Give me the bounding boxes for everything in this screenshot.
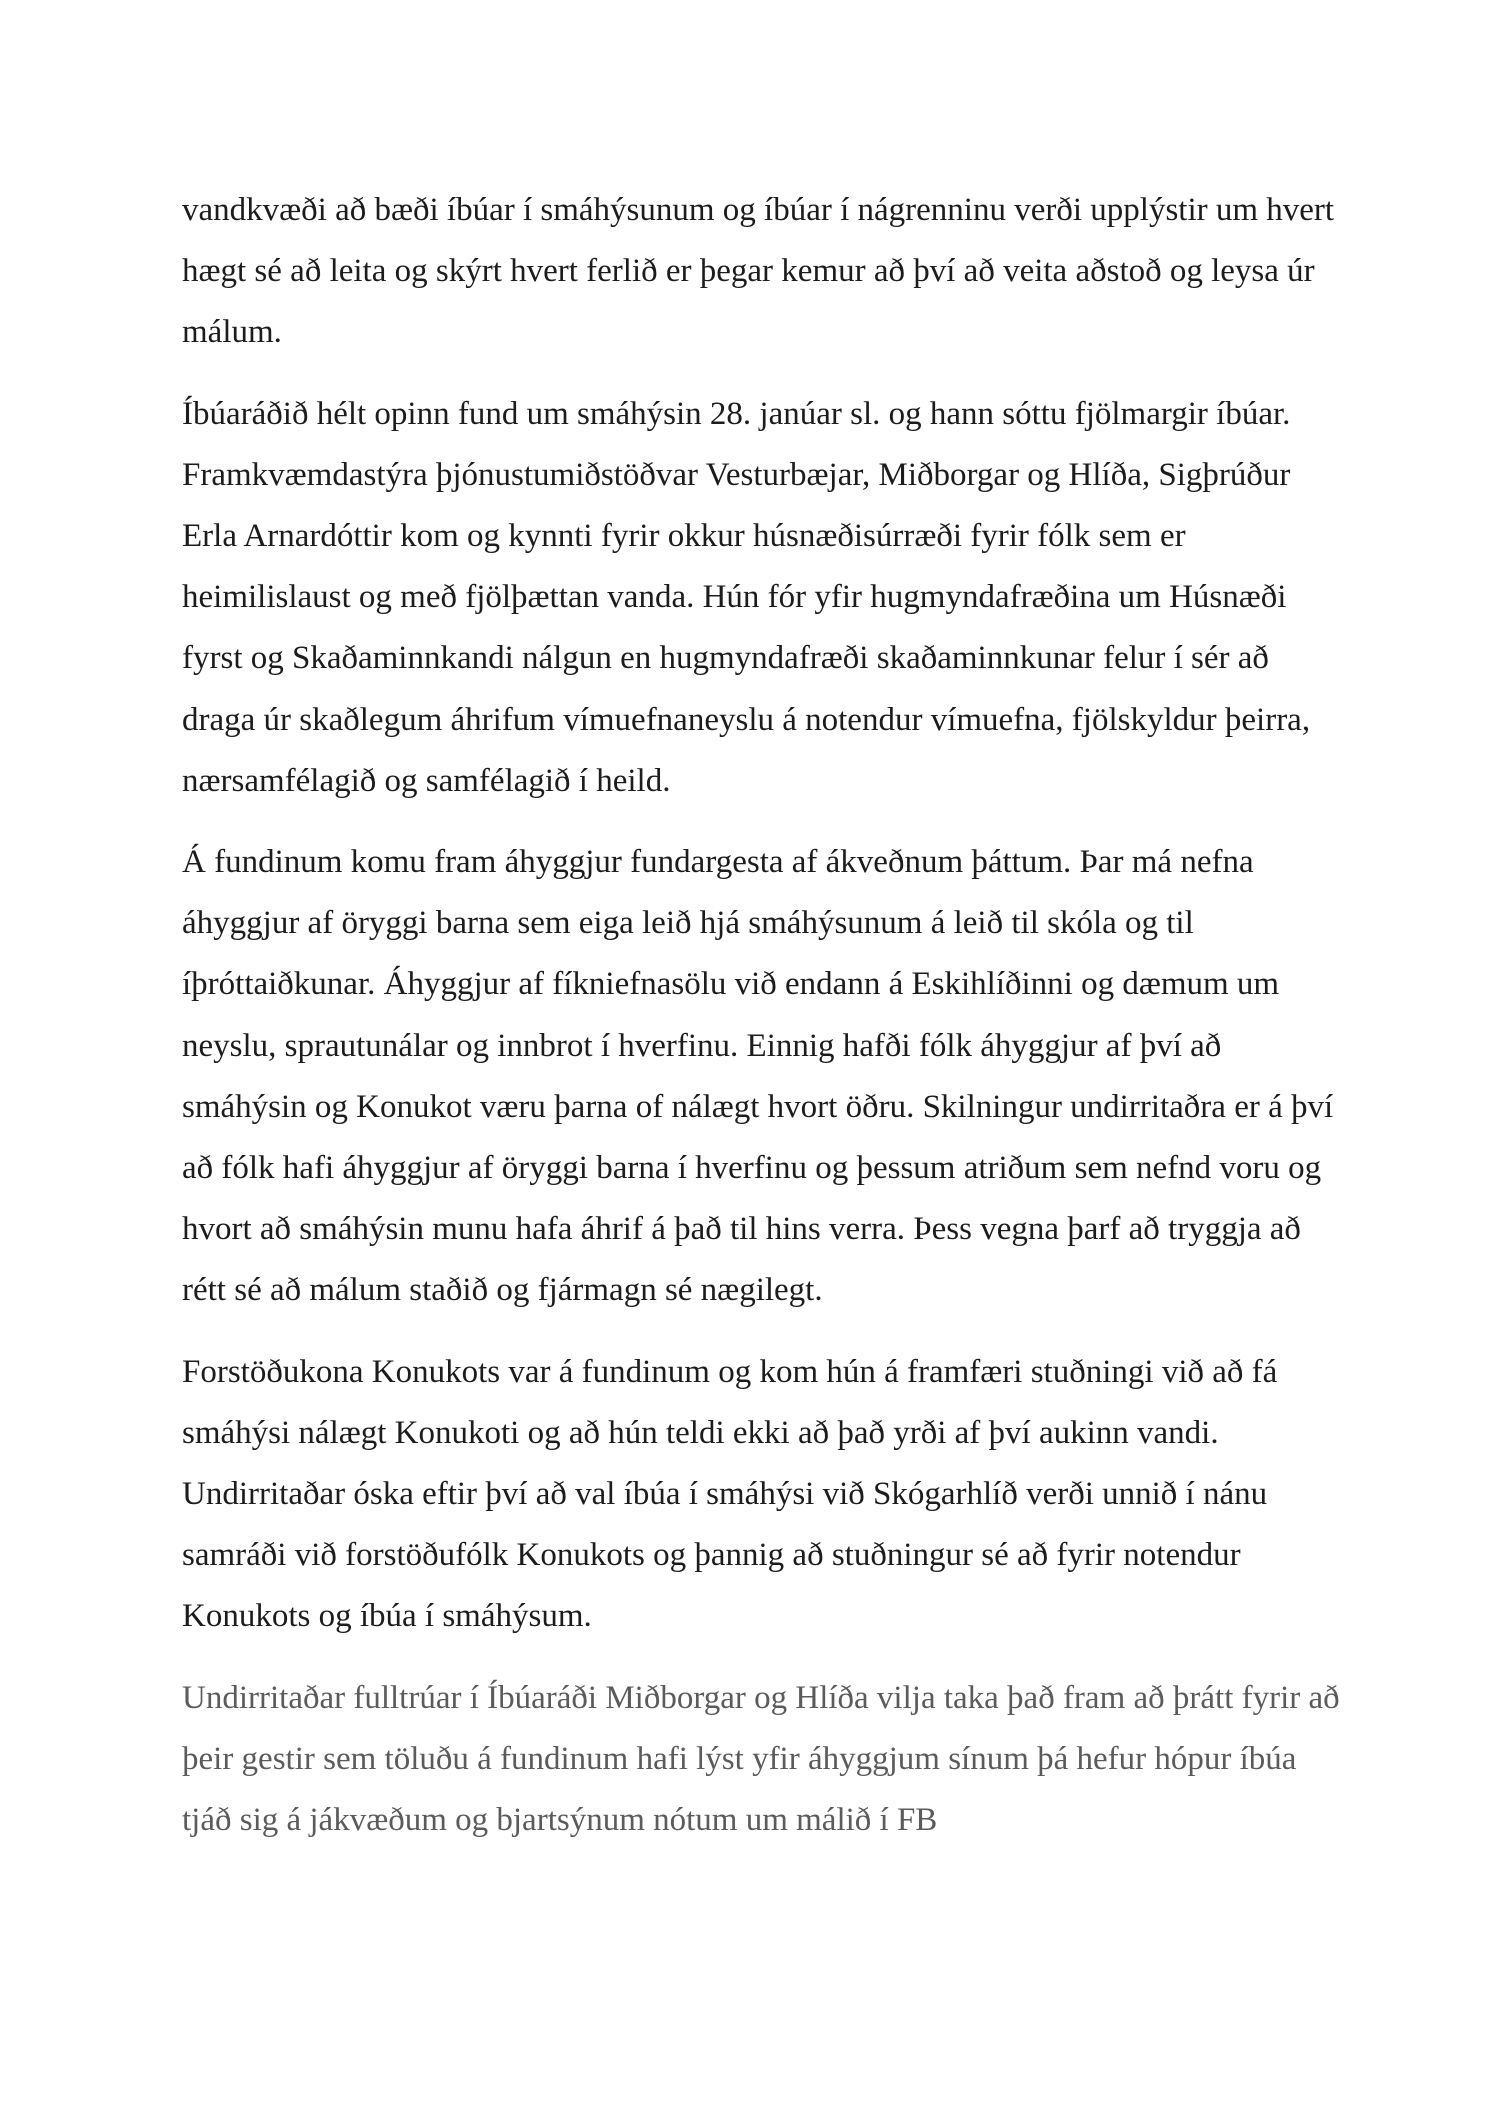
paragraph-representatives: Undirritaðar fulltrúar í Íbúaráði Miðborgar og Hlíða vilja taka það fram að þrátt fyrir að þeir gestir sem töluðu á fundinum hafi lýst yfir áhyggjum sínum þá hefur hópur íbúa tjáð sig á jákvæðum og bjartsýnum nótum um málið í FB	[182, 1679, 1340, 1839]
paragraph-open-meeting: Íbúaráðið hélt opinn fund um smáhýsin 28. janúar sl. og hann sóttu fjölmargir íbúar. Framkvæmdastýra þjónustumiðstöðvar Vesturbæjar, Miðborgar og Hlíða, Sigþrúður Erla Arnardóttir kom og kynnti fyrir okkur húsnæðisúrræði fyrir fólk sem er heimilislaust og með fjölþættan vanda. Hún fór yfir hugmyndafræðina um Húsnæði fyrst og Skaðaminnkandi nálgun en hugmyndafræði skaðaminnkunar felur í sér að draga úr skaðlegum áhrifum vímuefnaneyslu á notendur vímuefna, fjölskyldur þeirra, nærsamfélagið og samfélagið í heild.	[182, 395, 1311, 799]
document-body	[182, 180, 1342, 1871]
paragraph-intro-continuation: vandkvæði að bæði íbúar í smáhýsunum og íbúar í nágrenninu verði upplýstir um hvert hægt sé að leita og skýrt hvert ferlið er þegar kemur að því að veita aðstoð og leysa úr málum.	[182, 192, 1335, 351]
paragraph-konukot-director: Forstöðukona Konukots var á fundinum og kom hún á framfæri stuðningi við að fá smáhýsi nálægt Konukoti og að hún teldi ekki að það yrði af því aukinn vandi. Undirritaðar óska eftir því að val íbúa í smáhýsi við Skógarhlíð verði unnið í nánu samráði við forstöðufólk Konukots og þannig að stuðningur sé að fyrir notendur Konukots og íbúa í smáhýsum.	[182, 1353, 1278, 1635]
paragraph-concerns: Á fundinum komu fram áhyggjur fundargesta af ákveðnum þáttum. Þar má nefna áhyggjur af öryggi barna sem eiga leið hjá smáhýsunum á leið til skóla og til íþróttaiðkunar. Áhyggjur af fíkniefnasölu við endann á Eskihlíðinni og dæmum um neyslu, sprautunálar og innbrot í hverfinu. Einnig hafði fólk áhyggjur af því að smáhýsin og Konukot væru þarna of nálægt hvort öðru. Skilningur undirritaðra er á því að fólk hafi áhyggjur af öryggi barna í hverfinu og þessum atriðum sem nefnd voru og hvort að smáhýsin munu hafa áhrif á það til hins verra. Þess vegna þarf að tryggja að rétt sé að málum staðið og fjármagn sé nægilegt.	[182, 844, 1334, 1309]
